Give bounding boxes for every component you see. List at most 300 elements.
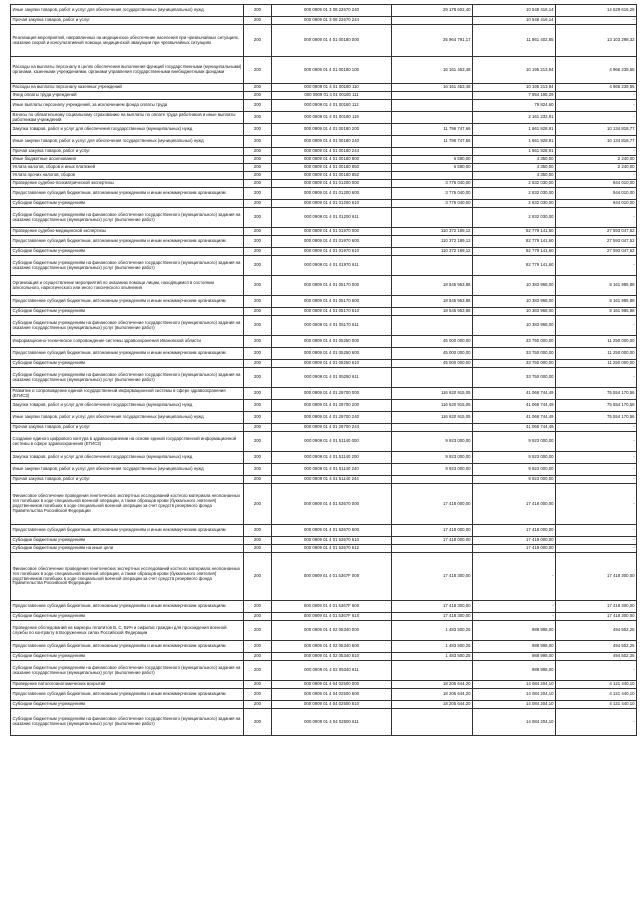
unexecuted-amount-cell: - — [556, 172, 637, 180]
expense-name-cell: Проведение судебно-медицинской экспертизы — [11, 228, 244, 236]
table-row — [11, 112, 637, 124]
table-row — [11, 5, 637, 17]
budget-classification-code-cell: 000 0909 01 4 01 51140 244 — [272, 476, 392, 484]
expense-name-cell: Проведение обследований на маркеры гепатитов В, С, ВИЧ и сифилис граждан для прохождения военной службы по контракту в Вооруженных силах Российской Федерации — [11, 621, 244, 641]
line-code-cell: 200 — [244, 92, 272, 100]
approved-amount-cell — [392, 476, 473, 484]
table-row — [11, 360, 637, 368]
expense-name-cell: Иные выплаты персоналу учреждений, за исключением фонда оплаты труда — [11, 100, 244, 112]
table-row — [11, 400, 637, 412]
table-row — [11, 228, 637, 236]
unexecuted-amount-cell: - — [556, 17, 637, 25]
budget-classification-code-cell: 000 0909 01 4 01 05250 600 — [272, 348, 392, 360]
approved-amount-cell: 16 161 453,48 — [392, 84, 473, 92]
unexecuted-amount-cell: 17 418 300,00 — [556, 553, 637, 601]
approved-amount-cell — [392, 709, 473, 736]
unexecuted-amount-cell: 8 161 985,88 — [556, 276, 637, 296]
line-code-cell: 200 — [244, 348, 272, 360]
executed-amount-cell: 82 779 141,60 — [473, 256, 556, 276]
line-code-cell: 200 — [244, 84, 272, 92]
executed-amount-cell: 41 066 744,49 — [473, 400, 556, 412]
executed-amount-cell: 17 418 000,00 — [473, 537, 556, 545]
executed-amount-cell: 988 998,00 — [473, 661, 556, 681]
expense-name-cell: Предоставление субсидий бюджетным, автономным учреждениям и иным некоммерческим организациям — [11, 188, 244, 200]
table-row — [11, 256, 637, 276]
unexecuted-amount-cell: 4 966 239,55 — [556, 57, 637, 84]
approved-amount-cell — [392, 208, 473, 228]
executed-amount-cell: 10 383 968,00 — [473, 276, 556, 296]
executed-amount-cell: 2 832 030,00 — [473, 180, 556, 188]
line-code-cell: 200 — [244, 25, 272, 57]
executed-amount-cell: 2 832 030,00 — [473, 200, 556, 208]
budget-classification-code-cell: 000 0909 01 4 01 29700 244 — [272, 424, 392, 432]
budget-classification-code-cell: 000 0909 01 4 01 00180 111 — [272, 92, 392, 100]
approved-amount-cell: 6 590,00 — [392, 156, 473, 164]
budget-classification-code-cell: 000 0909 01 4 01 01200 610 — [272, 200, 392, 208]
table-row — [11, 180, 637, 188]
table-row — [11, 553, 637, 601]
approved-amount-cell — [392, 368, 473, 388]
executed-amount-cell: - — [473, 601, 556, 613]
table-row — [11, 348, 637, 360]
expense-name-cell: Прочая закупка товаров, работ и услуг — [11, 148, 244, 156]
line-code-cell: 200 — [244, 164, 272, 172]
table-row — [11, 424, 637, 432]
unexecuted-amount-cell: - — [556, 661, 637, 681]
unexecuted-amount-cell: - — [556, 432, 637, 452]
approved-amount-cell — [392, 17, 473, 25]
executed-amount-cell: 10 383 968,00 — [473, 296, 556, 308]
expense-name-cell: Субсидии бюджетным учреждениям — [11, 248, 244, 256]
line-code-cell: 200 — [244, 701, 272, 709]
approved-amount-cell: 1 483 500,25 — [392, 641, 473, 653]
line-code-cell: 200 — [244, 208, 272, 228]
line-code-cell: 200 — [244, 256, 272, 276]
expense-name-cell: Предоставление субсидий бюджетным, автономным учреждениям и иным некоммерческим организациям — [11, 236, 244, 248]
line-code-cell: 200 — [244, 336, 272, 348]
table-row — [11, 276, 637, 296]
line-code-cell: 200 — [244, 601, 272, 613]
approved-amount-cell: 17 418 000,00 — [392, 484, 473, 525]
expense-name-cell: Предоставление субсидий бюджетным, автономным учреждениям и иным некоммерческим организациям — [11, 641, 244, 653]
unexecuted-amount-cell: - — [556, 484, 637, 525]
budget-classification-code-cell: 000 0909 01 4 01 00180 800 — [272, 156, 392, 164]
approved-amount-cell: 18 545 953,88 — [392, 308, 473, 316]
budget-classification-code-cell: 000 0909 01 4 01 01200 611 — [272, 208, 392, 228]
executed-amount-cell: 82 779 141,60 — [473, 248, 556, 256]
line-code-cell: 200 — [244, 156, 272, 164]
budget-classification-code-cell: 000 0909 01 4 01 05250 610 — [272, 360, 392, 368]
budget-classification-code-cell: 000 0909 01 4 01 29700 240 — [272, 412, 392, 424]
approved-amount-cell: 1 483 500,25 — [392, 621, 473, 641]
expense-name-cell: Субсидии бюджетным учреждениям — [11, 537, 244, 545]
budget-classification-code-cell: 000 0909 01 4 01 00180 100 — [272, 57, 392, 84]
line-code-cell: 200 — [244, 148, 272, 156]
approved-amount-cell: 3 776 040,00 — [392, 180, 473, 188]
executed-amount-cell: 79 824,60 — [473, 100, 556, 112]
budget-classification-code-cell: 000 0909 01 4 01 01200 000 — [272, 180, 392, 188]
approved-amount-cell: 6 590,00 — [392, 164, 473, 172]
approved-amount-cell — [392, 316, 473, 336]
executed-amount-cell: 14 084 204,10 — [473, 709, 556, 736]
executed-amount-cell: 10 195 213,94 — [473, 84, 556, 92]
line-code-cell: 200 — [244, 476, 272, 484]
budget-classification-code-cell: 000 0909 01 4 02 05340 611 — [272, 661, 392, 681]
table-row — [11, 601, 637, 613]
executed-amount-cell: 10 548 416,14 — [473, 5, 556, 17]
unexecuted-amount-cell: - — [556, 208, 637, 228]
unexecuted-amount-cell: - — [556, 316, 637, 336]
table-row — [11, 172, 637, 180]
executed-amount-cell: 9 923 000,00 — [473, 452, 556, 464]
executed-amount-cell: 9 923 000,00 — [473, 476, 556, 484]
expense-name-cell: Субсидии бюджетным учреждениям — [11, 200, 244, 208]
approved-amount-cell: 11 796 747,66 — [392, 124, 473, 136]
approved-amount-cell: 45 000 000,00 — [392, 348, 473, 360]
table-row — [11, 208, 637, 228]
expense-name-cell: Закупка товаров, работ и услуг для обеспечения государственных (муниципальных) нужд — [11, 124, 244, 136]
line-code-cell: 200 — [244, 621, 272, 641]
unexecuted-amount-cell: 494 502,25 — [556, 641, 637, 653]
line-code-cell: 200 — [244, 236, 272, 248]
expense-name-cell: Реализация мероприятий, направленных на медицинское обеспечение населения при чрезвычайных ситуациях, оказание скорой и консультативной помощи, медицинской эвакуации при чрезвычайных ситуациях — [11, 25, 244, 57]
executed-amount-cell: 33 750 000,00 — [473, 336, 556, 348]
table-row — [11, 336, 637, 348]
approved-amount-cell — [392, 148, 473, 156]
line-code-cell: 200 — [244, 308, 272, 316]
table-row — [11, 681, 637, 689]
expense-name-cell: Расходы на выплаты персоналу в целях обеспечения выполнения функций государственными (муниципальными) органами, казенными учреждениями, органами управления государственными внебюджетными фондами — [11, 57, 244, 84]
approved-amount-cell: 18 205 644,20 — [392, 689, 473, 701]
table-row — [11, 92, 637, 100]
line-code-cell: 200 — [244, 296, 272, 308]
budget-classification-code-cell: 000 0909 01 4 01 5367F 610 — [272, 613, 392, 621]
unexecuted-amount-cell: 944 010,00 — [556, 180, 637, 188]
expense-name-cell: Иные закупки товаров, работ и услуг для обеспечения государственных (муниципальных) нужд — [11, 464, 244, 476]
table-row — [11, 661, 637, 681]
line-code-cell: 200 — [244, 17, 272, 25]
executed-amount-cell: 988 998,00 — [473, 621, 556, 641]
budget-classification-code-cell: 000 0909 01 4 04 02500 000 — [272, 681, 392, 689]
table-row — [11, 164, 637, 172]
line-code-cell: 200 — [244, 537, 272, 545]
table-row — [11, 621, 637, 641]
budget-classification-code-cell: 000 0909 01 4 01 05170 611 — [272, 316, 392, 336]
executed-amount-cell: 1 661 928,91 — [473, 136, 556, 148]
line-code-cell: 200 — [244, 525, 272, 537]
approved-amount-cell: 18 205 644,20 — [392, 681, 473, 689]
expense-name-cell: Субсидии бюджетным учреждениям — [11, 701, 244, 709]
executed-amount-cell: 41 066 744,49 — [473, 412, 556, 424]
line-code-cell: 200 — [244, 112, 272, 124]
budget-classification-code-cell: 000 0909 01 4 01 00180 240 — [272, 136, 392, 148]
unexecuted-amount-cell: - — [556, 112, 637, 124]
executed-amount-cell: 14 084 204,10 — [473, 681, 556, 689]
table-row — [11, 476, 637, 484]
unexecuted-amount-cell: 2 240,00 — [556, 156, 637, 164]
table-row — [11, 248, 637, 256]
budget-classification-code-cell: 000 0909 01 4 01 51140 000 — [272, 432, 392, 452]
unexecuted-amount-cell: - — [556, 525, 637, 537]
table-row — [11, 464, 637, 476]
budget-classification-code-cell: 000 0909 01 4 01 53670 610 — [272, 537, 392, 545]
budget-classification-code-cell: 000 0909 01 4 01 29700 000 — [272, 388, 392, 400]
unexecuted-amount-cell: - — [556, 368, 637, 388]
unexecuted-amount-cell: - — [556, 424, 637, 432]
approved-amount-cell: 9 923 000,00 — [392, 464, 473, 476]
approved-amount-cell: 11 796 747,66 — [392, 136, 473, 148]
unexecuted-amount-cell: - — [556, 452, 637, 464]
budget-classification-code-cell: 000 0909 01 4 01 05170 600 — [272, 296, 392, 308]
table-row — [11, 308, 637, 316]
expense-name-cell: Субсидии бюджетным учреждениям — [11, 653, 244, 661]
approved-amount-cell: 116 620 915,05 — [392, 400, 473, 412]
approved-amount-cell: 16 161 453,48 — [392, 57, 473, 84]
unexecuted-amount-cell: 8 161 985,88 — [556, 308, 637, 316]
approved-amount-cell: 25 964 791,17 — [392, 25, 473, 57]
table-row — [11, 188, 637, 200]
table-row — [11, 124, 637, 136]
table-row — [11, 412, 637, 424]
line-code-cell: 200 — [244, 613, 272, 621]
approved-amount-cell: 18 205 644,20 — [392, 701, 473, 709]
expense-name-cell: Субсидии бюджетным учреждениям на финансовое обеспечение государственного (муниципального) задания на оказание государственных (муниципальных) услуг (выполнение работ) — [11, 316, 244, 336]
unexecuted-amount-cell: 27 593 047,52 — [556, 228, 637, 236]
executed-amount-cell: 17 418 000,00 — [473, 525, 556, 537]
budget-report-sheet — [10, 4, 636, 736]
approved-amount-cell — [392, 424, 473, 432]
executed-amount-cell: 988 998,00 — [473, 653, 556, 661]
executed-amount-cell: 1 661 928,91 — [473, 148, 556, 156]
approved-amount-cell: 17 418 000,00 — [392, 525, 473, 537]
table-body — [11, 5, 637, 736]
approved-amount-cell — [392, 256, 473, 276]
budget-classification-code-cell: 000 0909 01 4 01 29700 200 — [272, 400, 392, 412]
table-row — [11, 84, 637, 92]
line-code-cell: 200 — [244, 360, 272, 368]
line-code-cell: 200 — [244, 545, 272, 553]
expense-name-cell: Информационно-техническое сопровождение системы здравоохранения Ивановской области — [11, 336, 244, 348]
expense-name-cell: Уплата налогов, сборов и иных платежей — [11, 164, 244, 172]
expense-name-cell: Субсидии бюджетным учреждениям — [11, 360, 244, 368]
table-row — [11, 17, 637, 25]
expense-name-cell: Прочая закупка товаров, работ и услуг — [11, 17, 244, 25]
approved-amount-cell: 17 418 300,00 — [392, 553, 473, 601]
approved-amount-cell — [392, 100, 473, 112]
line-code-cell: 200 — [244, 689, 272, 701]
unexecuted-amount-cell: 11 250 000,00 — [556, 360, 637, 368]
executed-amount-cell: 33 750 000,00 — [473, 360, 556, 368]
line-code-cell: 200 — [244, 188, 272, 200]
budget-classification-code-cell: 000 0909 01 4 04 02500 600 — [272, 689, 392, 701]
approved-amount-cell: 110 372 189,12 — [392, 248, 473, 256]
budget-classification-code-cell: 000 0909 01 3 08 22670 244 — [272, 17, 392, 25]
budget-classification-code-cell: 000 0909 01 4 01 05250 000 — [272, 336, 392, 348]
table-row — [11, 613, 637, 621]
expense-name-cell: Прочая закупка товаров, работ и услуг — [11, 476, 244, 484]
unexecuted-amount-cell: - — [556, 709, 637, 736]
line-code-cell: 200 — [244, 484, 272, 525]
executed-amount-cell: 11 861 402,85 — [473, 25, 556, 57]
approved-amount-cell: 110 372 189,12 — [392, 228, 473, 236]
line-code-cell: 200 — [244, 641, 272, 653]
line-code-cell: 200 — [244, 276, 272, 296]
table-row — [11, 368, 637, 388]
expense-name-cell: Иные закупки товаров, работ и услуг для обеспечения государственных (муниципальных) нужд — [11, 136, 244, 148]
line-code-cell: 200 — [244, 553, 272, 601]
unexecuted-amount-cell: 494 502,25 — [556, 621, 637, 641]
budget-classification-code-cell: 000 0909 01 4 01 05250 611 — [272, 368, 392, 388]
expense-name-cell: Иные бюджетные ассигнования — [11, 156, 244, 164]
unexecuted-amount-cell: - — [556, 545, 637, 553]
approved-amount-cell — [392, 661, 473, 681]
budget-classification-code-cell: 000 0909 01 4 04 02500 610 — [272, 701, 392, 709]
unexecuted-amount-cell: 494 502,25 — [556, 653, 637, 661]
executed-amount-cell: 14 084 204,10 — [473, 689, 556, 701]
unexecuted-amount-cell: 75 554 170,56 — [556, 388, 637, 400]
budget-classification-code-cell: 000 0909 01 4 01 01970 000 — [272, 228, 392, 236]
unexecuted-amount-cell: 4 121 440,10 — [556, 689, 637, 701]
unexecuted-amount-cell: 75 554 170,56 — [556, 412, 637, 424]
table-row — [11, 545, 637, 553]
executed-amount-cell: 7 954 195,29 — [473, 92, 556, 100]
budget-classification-code-cell: 000 0909 01 4 01 00180 112 — [272, 100, 392, 112]
expense-name-cell: Иные закупки товаров, работ и услуг для обеспечения государственных (муниципальных) нужд — [11, 412, 244, 424]
executed-amount-cell: 33 750 000,00 — [473, 368, 556, 388]
executed-amount-cell: 2 832 030,00 — [473, 188, 556, 200]
executed-amount-cell: 33 750 000,00 — [473, 348, 556, 360]
budget-classification-code-cell: 000 0909 01 4 01 51140 240 — [272, 464, 392, 476]
table-row — [11, 296, 637, 308]
line-code-cell: 200 — [244, 709, 272, 736]
executed-amount-cell: 4 350,00 — [473, 164, 556, 172]
table-row — [11, 525, 637, 537]
expense-name-cell: Предоставление субсидий бюджетным, автономным учреждениям и иным некоммерческим организациям — [11, 525, 244, 537]
executed-amount-cell: 4 350,00 — [473, 156, 556, 164]
budget-classification-code-cell: 000 0909 01 4 01 01970 611 — [272, 256, 392, 276]
executed-amount-cell: 2 161 232,91 — [473, 112, 556, 124]
approved-amount-cell: 17 418 300,00 — [392, 613, 473, 621]
approved-amount-cell: 17 418 300,00 — [392, 601, 473, 613]
unexecuted-amount-cell: 11 250 000,00 — [556, 348, 637, 360]
unexecuted-amount-cell: 13 103 298,32 — [556, 25, 637, 57]
line-code-cell: 200 — [244, 124, 272, 136]
expense-name-cell: Предоставление субсидий бюджетным, автономным учреждениям и иным некоммерческим организациям — [11, 348, 244, 360]
executed-amount-cell: 10 195 213,94 — [473, 57, 556, 84]
budget-classification-code-cell: 000 0909 01 4 02 05340 610 — [272, 653, 392, 661]
line-code-cell: 200 — [244, 432, 272, 452]
table-row — [11, 709, 637, 736]
executed-amount-cell: 10 383 968,00 — [473, 316, 556, 336]
executed-amount-cell: 1 661 928,91 — [473, 124, 556, 136]
budget-classification-code-cell: 000 0909 01 4 01 01970 610 — [272, 248, 392, 256]
unexecuted-amount-cell: 17 418 300,00 — [556, 601, 637, 613]
line-code-cell: 200 — [244, 681, 272, 689]
unexecuted-amount-cell: 14 629 616,26 — [556, 5, 637, 17]
line-code-cell: 200 — [244, 464, 272, 476]
line-code-cell: 200 — [244, 661, 272, 681]
expense-name-cell: Субсидии бюджетным учреждениям на финансовое обеспечение государственного (муниципального) задания на оказание государственных (муниципальных) услуг (выполнение работ) — [11, 368, 244, 388]
unexecuted-amount-cell: 4 121 440,10 — [556, 681, 637, 689]
line-code-cell: 200 — [244, 180, 272, 188]
unexecuted-amount-cell: - — [556, 92, 637, 100]
expense-name-cell: Уплата прочих налогов, сборов — [11, 172, 244, 180]
line-code-cell: 200 — [244, 653, 272, 661]
approved-amount-cell: 3 776 040,00 — [392, 188, 473, 200]
approved-amount-cell: 29 178 602,40 — [392, 5, 473, 17]
expense-name-cell: Субсидии бюджетным учреждениям на финансовое обеспечение государственного (муниципального) задания на оказание государственных (муниципальных) услуг (выполнение работ) — [11, 208, 244, 228]
line-code-cell: 200 — [244, 368, 272, 388]
expense-name-cell: Субсидии бюджетным учреждениям на финансовое обеспечение государственного (муниципального) задания на оказание государственных (муниципальных) услуг (выполнение работ) — [11, 661, 244, 681]
expense-name-cell: Закупка товаров, работ и услуг для обеспечения государственных (муниципальных) нужд — [11, 452, 244, 464]
executed-amount-cell: 41 066 744,49 — [473, 424, 556, 432]
expense-name-cell: Предоставление субсидий бюджетным, автономным учреждениям и иным некоммерческим организациям — [11, 689, 244, 701]
expense-name-cell: Создание единого цифрового контура в здравоохранении на основе единой государственной информационной системы в сфере здравоохранения (ЕГИСЗ) — [11, 432, 244, 452]
expense-name-cell: Развитие и сопровождение единой государственной информационной системы в сфере здравоохранения (ЕГИСЗ) — [11, 388, 244, 400]
approved-amount-cell: 9 923 000,00 — [392, 432, 473, 452]
budget-classification-code-cell: 000 0909 01 4 01 05170 000 — [272, 276, 392, 296]
line-code-cell: 200 — [244, 136, 272, 148]
budget-classification-code-cell: 000 0909 01 4 01 00180 244 — [272, 148, 392, 156]
budget-classification-code-cell: 000 0909 01 4 01 00180 000 — [272, 25, 392, 57]
line-code-cell: 200 — [244, 5, 272, 17]
approved-amount-cell: 17 418 000,00 — [392, 537, 473, 545]
expense-name-cell: Субсидии бюджетным учреждениям — [11, 308, 244, 316]
expense-name-cell: Субсидии бюджетным учреждениям на финансовое обеспечение государственного (муниципального) задания на оказание государственных (муниципальных) услуг (выполнение работ) — [11, 709, 244, 736]
table-row — [11, 316, 637, 336]
expense-name-cell: Расходы на выплаты персоналу казенных учреждений — [11, 84, 244, 92]
executed-amount-cell: 41 066 744,49 — [473, 388, 556, 400]
executed-amount-cell: 988 998,00 — [473, 641, 556, 653]
line-code-cell: 200 — [244, 316, 272, 336]
expense-name-cell: Субсидии бюджетным учреждениям на финансовое обеспечение государственного (муниципального) задания на оказание государственных (муниципальных) услуг (выполнение работ) — [11, 256, 244, 276]
table-row — [11, 57, 637, 84]
budget-classification-code-cell: 000 0909 01 4 01 00180 119 — [272, 112, 392, 124]
unexecuted-amount-cell: 2 240,00 — [556, 164, 637, 172]
line-code-cell: 200 — [244, 424, 272, 432]
table-row — [11, 156, 637, 164]
budget-classification-code-cell: 000 0909 01 4 01 01200 600 — [272, 188, 392, 200]
table-row — [11, 148, 637, 156]
line-code-cell: 200 — [244, 228, 272, 236]
approved-amount-cell: 3 776 040,00 — [392, 200, 473, 208]
executed-amount-cell: - — [473, 613, 556, 621]
line-code-cell: 200 — [244, 172, 272, 180]
budget-classification-code-cell: 000 0909 01 3 08 22670 240 — [272, 5, 392, 17]
executed-amount-cell: 2 832 030,00 — [473, 208, 556, 228]
approved-amount-cell: 45 000 000,00 — [392, 336, 473, 348]
approved-amount-cell: 45 000 000,00 — [392, 360, 473, 368]
expense-name-cell: Организация и осуществление мероприятий по оказанию помощи лицам, находящимся в состоянии алкогольного, наркотического или иного токсического опьянения — [11, 276, 244, 296]
executed-amount-cell: 9 923 000,00 — [473, 432, 556, 452]
unexecuted-amount-cell: 27 593 047,52 — [556, 236, 637, 248]
executed-amount-cell: 17 418 000,00 — [473, 545, 556, 553]
table-row — [11, 701, 637, 709]
budget-classification-code-cell: 000 0909 01 4 02 05340 600 — [272, 641, 392, 653]
expense-name-cell: Фонд оплаты труда учреждений — [11, 92, 244, 100]
budget-classification-code-cell: 000 0909 01 4 01 53670 600 — [272, 525, 392, 537]
budget-classification-code-cell: 000 0909 01 4 01 5367F 600 — [272, 601, 392, 613]
budget-classification-code-cell: 000 0909 01 4 01 00180 852 — [272, 172, 392, 180]
unexecuted-amount-cell: - — [556, 476, 637, 484]
table-row — [11, 388, 637, 400]
unexecuted-amount-cell: 944 010,00 — [556, 200, 637, 208]
executed-amount-cell: 82 779 141,60 — [473, 228, 556, 236]
budget-classification-code-cell: 000 0909 01 4 01 00180 850 — [272, 164, 392, 172]
table-row — [11, 537, 637, 545]
approved-amount-cell: 1 483 500,25 — [392, 653, 473, 661]
approved-amount-cell — [392, 545, 473, 553]
